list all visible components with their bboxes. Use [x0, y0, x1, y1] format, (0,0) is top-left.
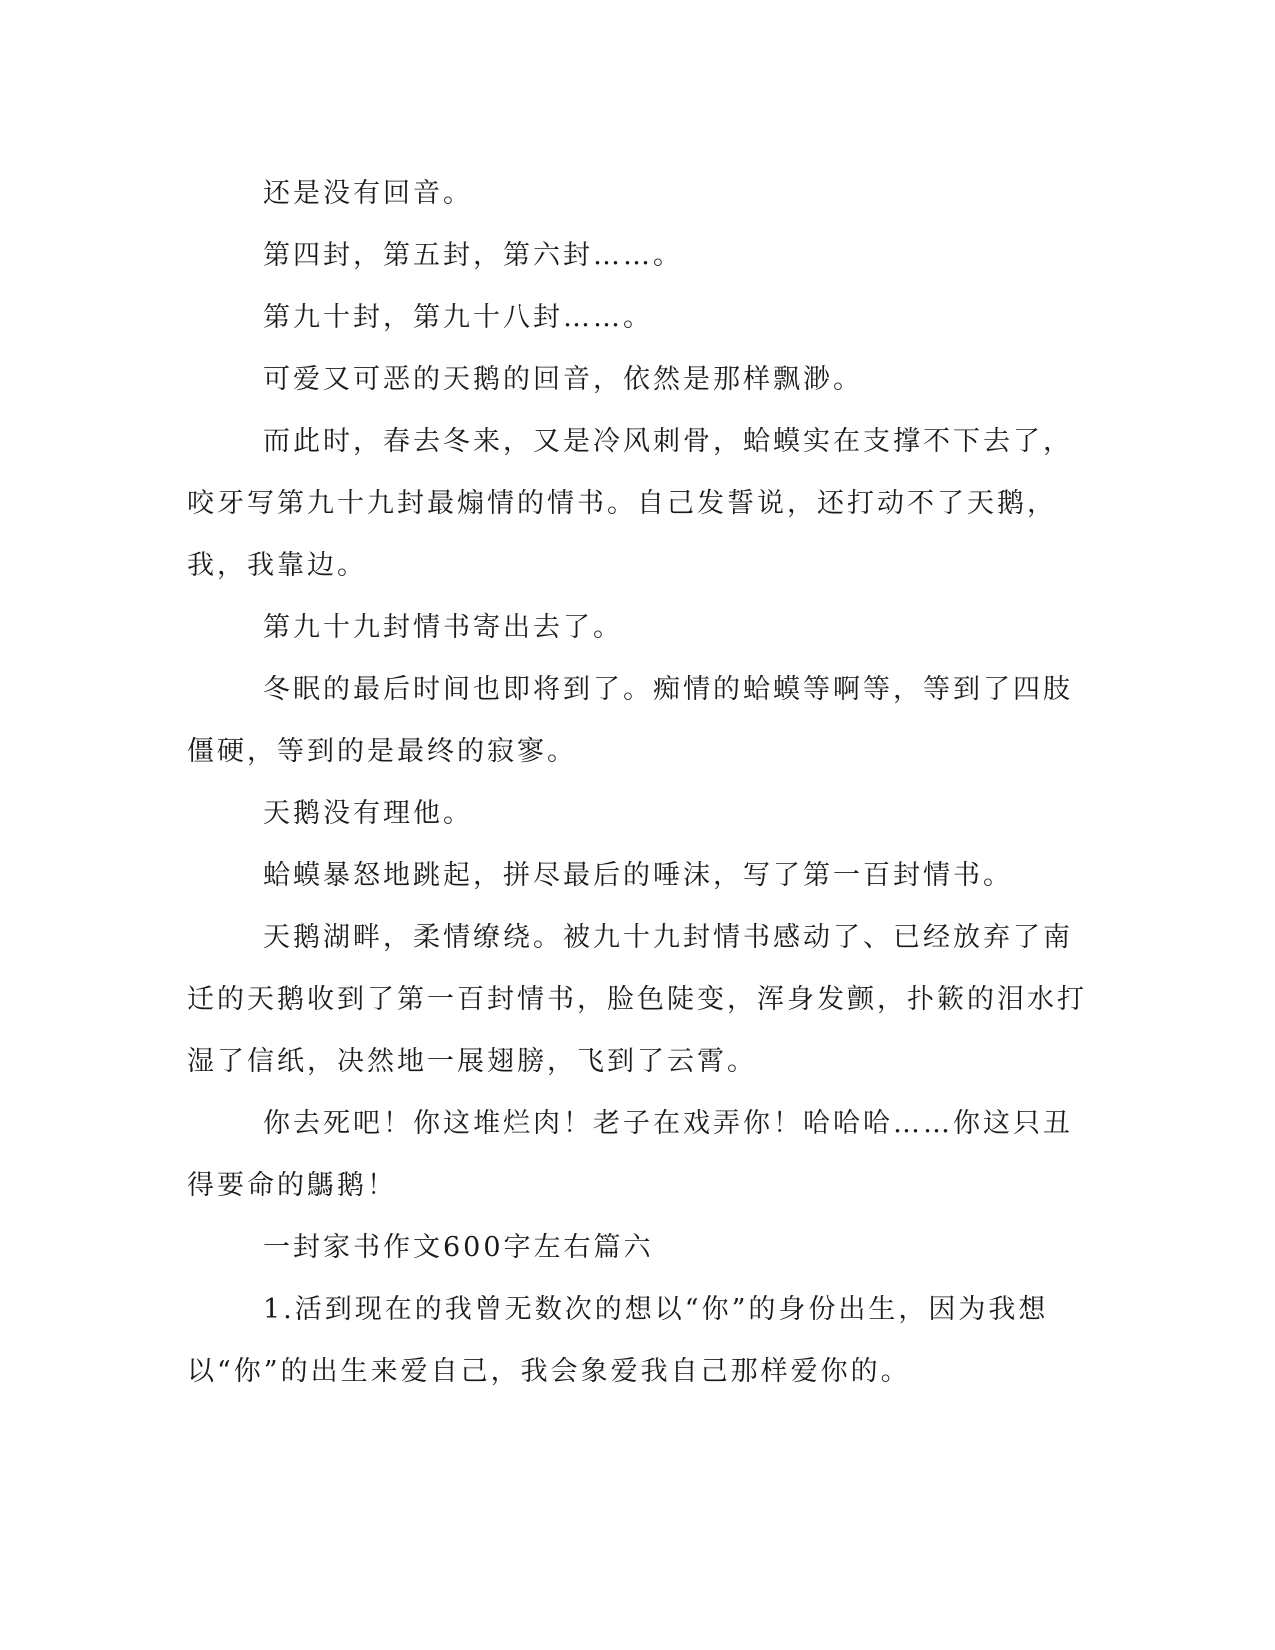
section-heading: 一封家书作文600字左右篇六	[263, 1232, 654, 1263]
paragraph: 第九十封，第九十八封……。	[263, 302, 653, 333]
paragraph: 天鹅没有理他。	[263, 798, 473, 829]
document-body	[187, 163, 1087, 1403]
paragraph: 1.活到现在的我曾无数次的想以“你”的身份出生，因为我想以“你”的出生来爱自己，我会象爱我自己那样爱你的。	[187, 1294, 1049, 1387]
paragraph: 冬眠的最后时间也即将到了。痴情的蛤蟆等啊等，等到了四肢僵硬，等到的是最终的寂寥。	[187, 674, 1073, 767]
paragraph: 蛤蟆暴怒地跳起，拼尽最后的唾沫，写了第一百封情书。	[263, 860, 1013, 891]
paragraph: 第九十九封情书寄出去了。	[263, 612, 623, 643]
paragraph: 而此时，春去冬来，又是冷风刺骨，蛤蟆实在支撑不下去了，咬牙写第九十九封最煽情的情书。自己发誓说，还打动不了天鹅，我，我靠边。	[187, 426, 1073, 581]
paragraph: 天鹅湖畔，柔情缭绕。被九十九封情书感动了、已经放弃了南迁的天鹅收到了第一百封情书，脸色陡变，浑身发颤，扑簌的泪水打湿了信纸，决然地一展翅膀，飞到了云霄。	[187, 922, 1087, 1077]
paragraph: 还是没有回音。	[263, 178, 473, 209]
paragraph: 第四封，第五封，第六封……。	[263, 240, 683, 271]
paragraph: 可爱又可恶的天鹅的回音，依然是那样飘渺。	[263, 364, 863, 395]
paragraph: 你去死吧！你这堆烂肉！老子在戏弄你！哈哈哈……你这只丑得要命的鷌鹅！	[187, 1108, 1073, 1201]
